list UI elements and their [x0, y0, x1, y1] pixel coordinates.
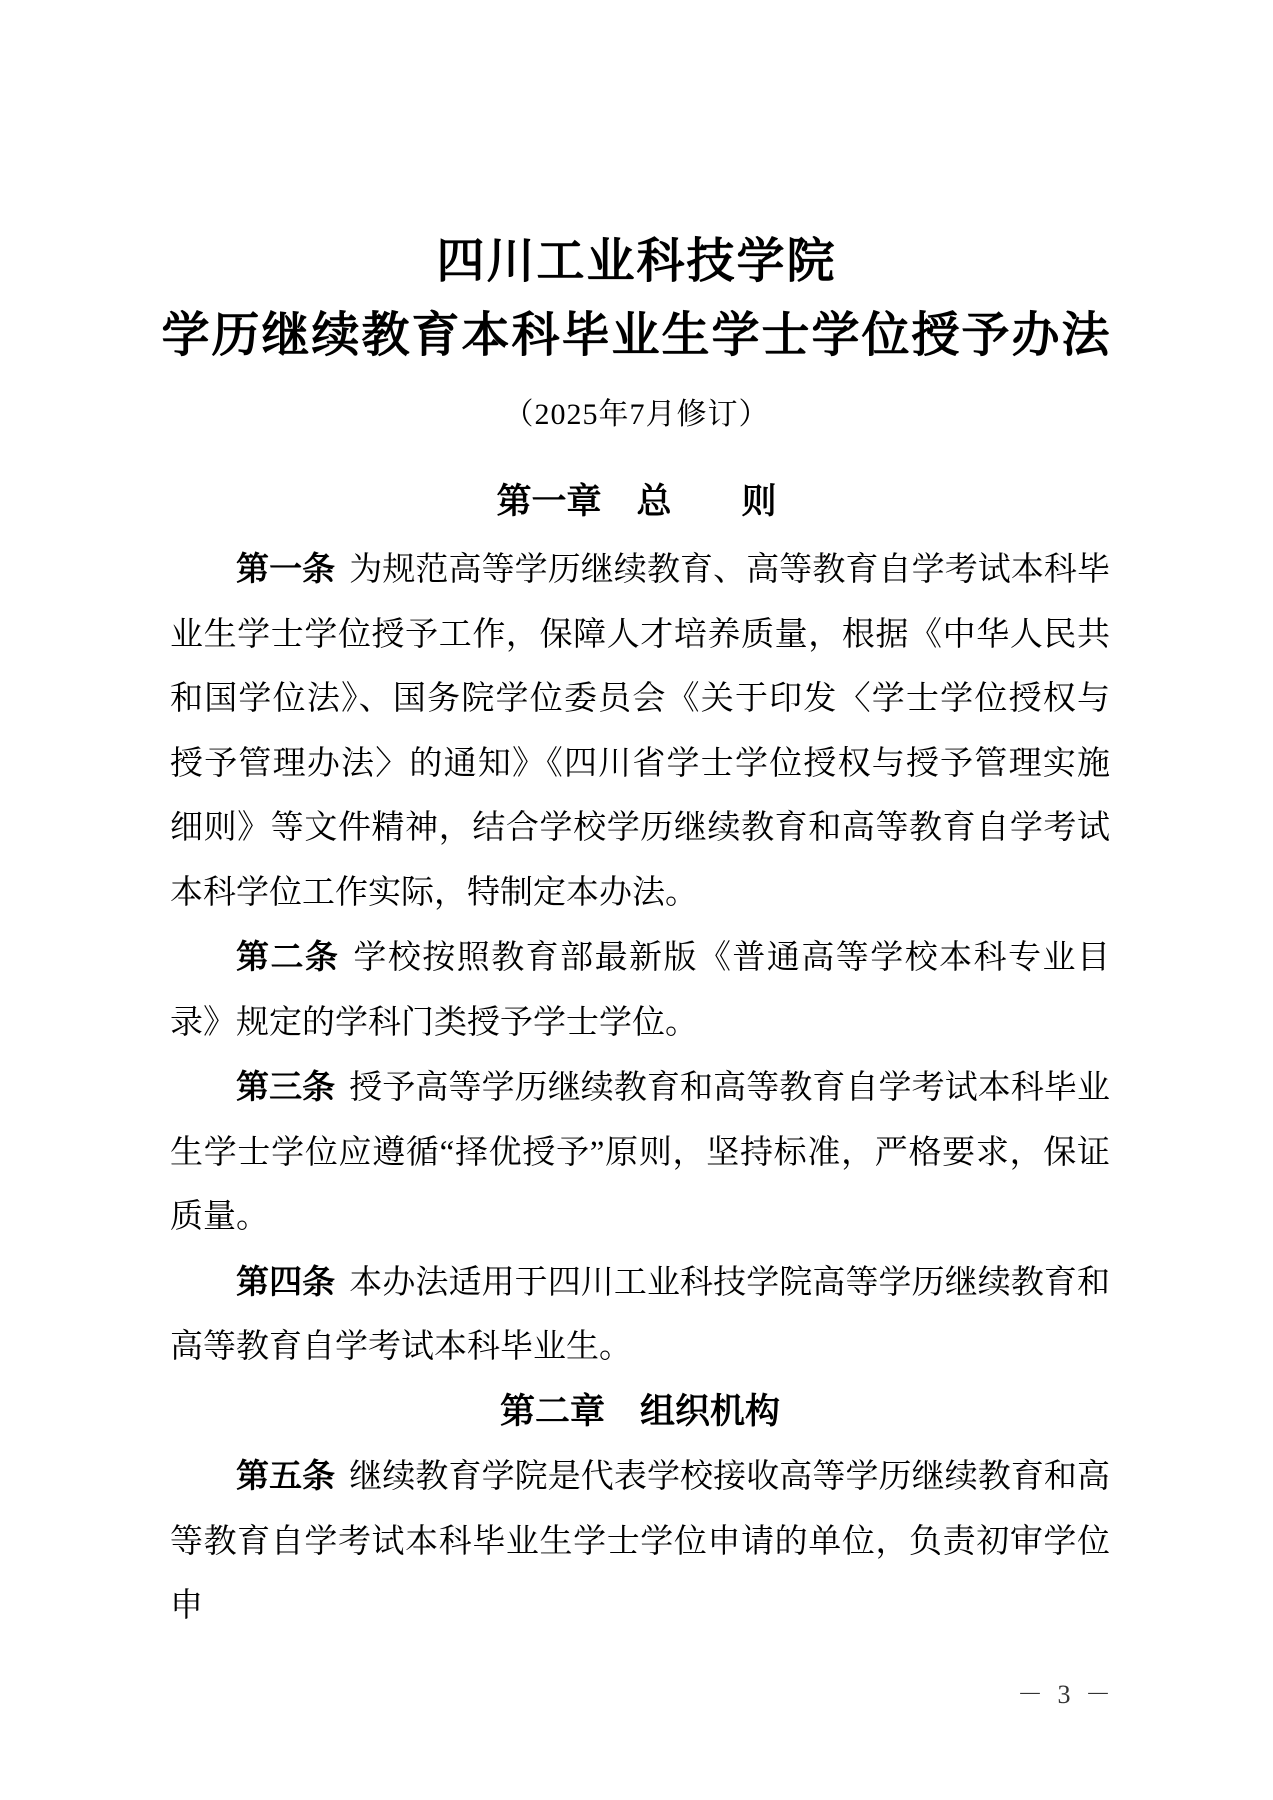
- article-2-label: 第二条: [236, 938, 340, 975]
- doc-body: [170, 537, 1110, 1639]
- article-3-text: 授予高等学历继续教育和高等教育自学考试本科毕业生学士学位应遵循“择优授予”原则，坚持标准，严格要求，保证质量。: [170, 1070, 1111, 1235]
- article-3-paragraph: [170, 1055, 1110, 1250]
- doc-subtitle: （2025年7月修订）: [503, 398, 770, 431]
- chapter-2-heading: 第二章 组织机构: [499, 1391, 780, 1431]
- article-4-paragraph: [170, 1250, 1110, 1380]
- doc-title: [0, 225, 1273, 373]
- article-2-paragraph: [170, 925, 1110, 1055]
- article-4-label: 第四条: [236, 1262, 336, 1300]
- article-5-paragraph: [170, 1444, 1110, 1639]
- article-3-label: 第三条: [236, 1068, 336, 1105]
- chapter-1-heading: 第一章 总 则: [496, 482, 777, 521]
- article-2-text: 学校按照教育部最新版《普通高等学校本科专业目录》规定的学科门类授予学士学位。: [170, 940, 1110, 1041]
- article-5-label: 第五条: [236, 1457, 336, 1494]
- doc-title-line1: 四川工业科技学院: [436, 235, 837, 288]
- article-4-text: 本办法适用于四川工业科技学院高等学历继续教育和高等教育自学考试本科毕业生。: [170, 1264, 1111, 1365]
- article-1-paragraph: [170, 537, 1110, 925]
- article-5-text: 继续教育学院是代表学校接收高等学历继续教育和高等教育自学考试本科毕业生学士学位申请的单位，负责初审学位申: [170, 1459, 1111, 1624]
- article-1-text: 为规范高等学历继续教育、高等教育自学考试本科毕业生学士学位授予工作，保障人才培养质量，根据《中华人民共和国学位法》、国务院学位委员会《关于印发〈学士学位授权与授予管理办法〉的通知》《四川省学士学位授权与授予管理实施细则》等文件精神，结合学校学历继续教育和高等教育自学考试本科学位工作实际，特制定本办法。: [170, 552, 1111, 911]
- article-1-label: 第一条: [236, 550, 336, 587]
- page-number: － 3 －: [1016, 1680, 1115, 1709]
- doc-title-line2: 学历继续教育本科毕业生学士学位授予办法: [161, 309, 1112, 362]
- doc-header: [0, 225, 1273, 373]
